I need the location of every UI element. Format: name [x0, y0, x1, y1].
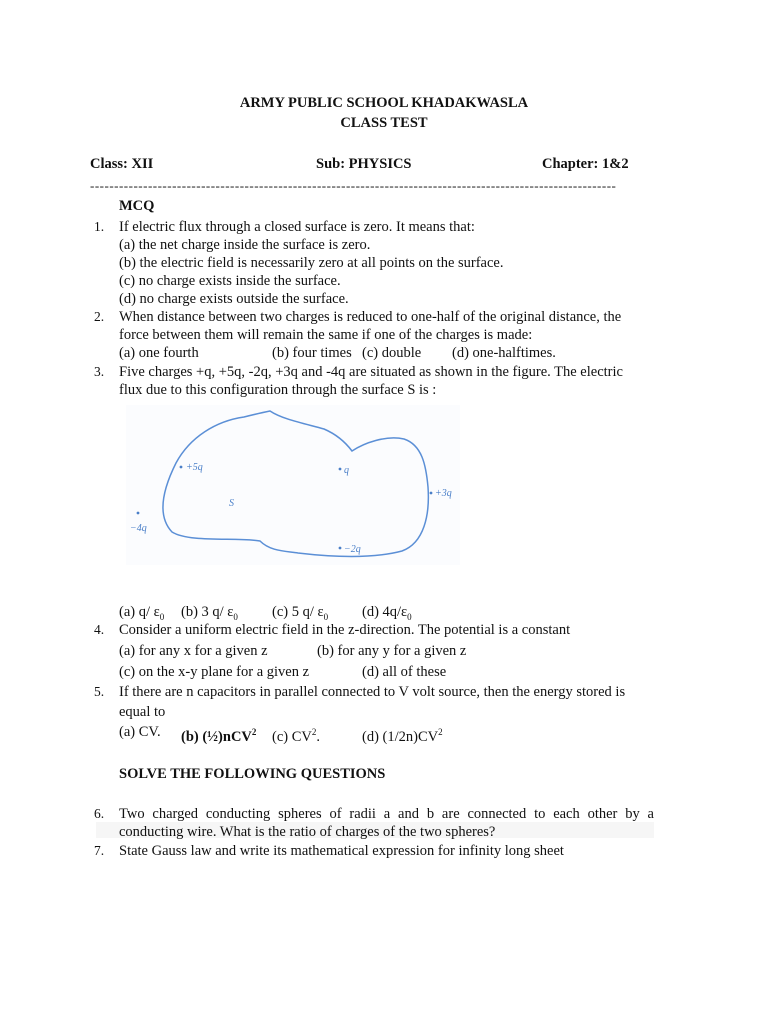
q2-option-a: (a) one fourth [119, 345, 199, 361]
charge-minus4q-dot [137, 512, 140, 515]
q4-text: Consider a uniform electric field in the z-direction. The potential is a constant [119, 622, 571, 638]
charge-plus5q-label: +5q [186, 462, 203, 473]
q7-number: 7. [94, 843, 105, 858]
charge-minus2q-label: −2q [344, 544, 361, 555]
q3-line1: Five charges +q, +5q, -2q, +3q and -4q are situated as shown in the figure. The electric [119, 364, 623, 380]
q5-option-d-sup: 2 [438, 727, 443, 737]
charge-minus4q-label: −4q [130, 523, 147, 534]
header-divider: ------------------------------------------------------------------------------------------------------------- [90, 180, 617, 192]
gauss-surface-figure [126, 405, 460, 565]
q1-option-c: (c) no charge exists inside the surface. [119, 273, 341, 289]
q3-option-b-sub: 0 [233, 611, 238, 622]
charge-minus2q-dot [339, 547, 342, 550]
q6-number: 6. [94, 806, 105, 821]
q5-option-d [362, 723, 443, 746]
q3-option-d-sub: 0 [407, 611, 412, 622]
q5-option-b-text: (b) (½)nCV [181, 728, 252, 745]
q5-option-c [272, 723, 320, 746]
q3-option-d-text: (d) 4q/ε [362, 604, 408, 620]
q5-option-c-sup: 2 [311, 727, 317, 737]
class-label: Class: XII [90, 156, 154, 172]
q5-option-b [181, 723, 256, 746]
q3-option-a-text: (a) q/ ε [119, 604, 160, 620]
q1-option-b: (b) the electric field is necessarily zero at all points on the surface. [119, 255, 504, 271]
q6-text: Two charged conducting spheres of radii a and b are connected to each other by a conducting wire. What is the ratio of charges of the two spheres? [119, 806, 654, 840]
charge-q-dot [339, 468, 342, 471]
charge-plus5q-dot [180, 466, 183, 469]
q1-option-a: (a) the net charge inside the surface is zero. [119, 237, 371, 253]
surface-s-label: S [229, 498, 234, 509]
test-title: CLASS TEST [340, 115, 428, 131]
q3-line2: flux due to this configuration through the surface S is : [119, 382, 437, 398]
q5-option-c-tail: . [316, 728, 320, 745]
q2-line2: force between them will remain the same if one of the charges is made: [119, 327, 533, 343]
q4-option-d: (d) all of these [362, 664, 447, 680]
q4-number: 4. [94, 622, 105, 637]
q2-line1: When distance between two charges is reduced to one-half of the original distance, the [119, 309, 622, 325]
q5-line2: equal to [119, 704, 166, 720]
q5-option-a: (a) CV. [119, 724, 161, 740]
q2-number: 2. [94, 309, 105, 324]
q3-option-b-text: (b) 3 q/ ε [181, 604, 234, 620]
mcq-heading: MCQ [119, 198, 155, 214]
chapter-label: Chapter: 1&2 [542, 156, 629, 172]
q5-line1: If there are n capacitors in parallel connected to V volt source, then the energy stored is [119, 684, 626, 700]
q3-option-c-text: (c) 5 q/ ε [272, 604, 324, 620]
q3-number: 3. [94, 364, 105, 379]
q5-option-b-sup: 2 [251, 727, 257, 737]
charge-plus3q-dot [430, 492, 433, 495]
q1-number: 1. [94, 219, 105, 234]
q1-text: If electric flux through a closed surface is zero. It means that: [119, 219, 475, 235]
q5-option-d-text: (d) (1/2n)CV [362, 728, 439, 745]
charge-q-label: q [344, 465, 349, 476]
subject-label: Sub: PHYSICS [316, 156, 412, 172]
q2-option-d: (d) one-halftimes. [452, 345, 556, 361]
school-name: ARMY PUBLIC SCHOOL KHADAKWASLA [239, 95, 529, 111]
q7-text: State Gauss law and write its mathematical expression for infinity long sheet [119, 843, 564, 859]
q4-option-b: (b) for any y for a given z [317, 643, 467, 659]
q2-option-b: (b) four times [272, 345, 352, 361]
q5-option-c-text: (c) CV [272, 728, 312, 745]
q4-option-a: (a) for any x for a given z [119, 643, 268, 659]
figure-background [126, 405, 460, 565]
q5-number: 5. [94, 684, 105, 699]
q1-option-d: (d) no charge exists outside the surface. [119, 291, 349, 307]
q3-option-a-sub: 0 [159, 611, 165, 622]
charge-plus3q-label: +3q [435, 488, 452, 499]
solve-heading: SOLVE THE FOLLOWING QUESTIONS [119, 766, 386, 782]
q2-option-c: (c) double [362, 345, 422, 361]
q4-option-c: (c) on the x-y plane for a given z [119, 664, 310, 680]
q3-option-c-sub: 0 [323, 611, 329, 622]
